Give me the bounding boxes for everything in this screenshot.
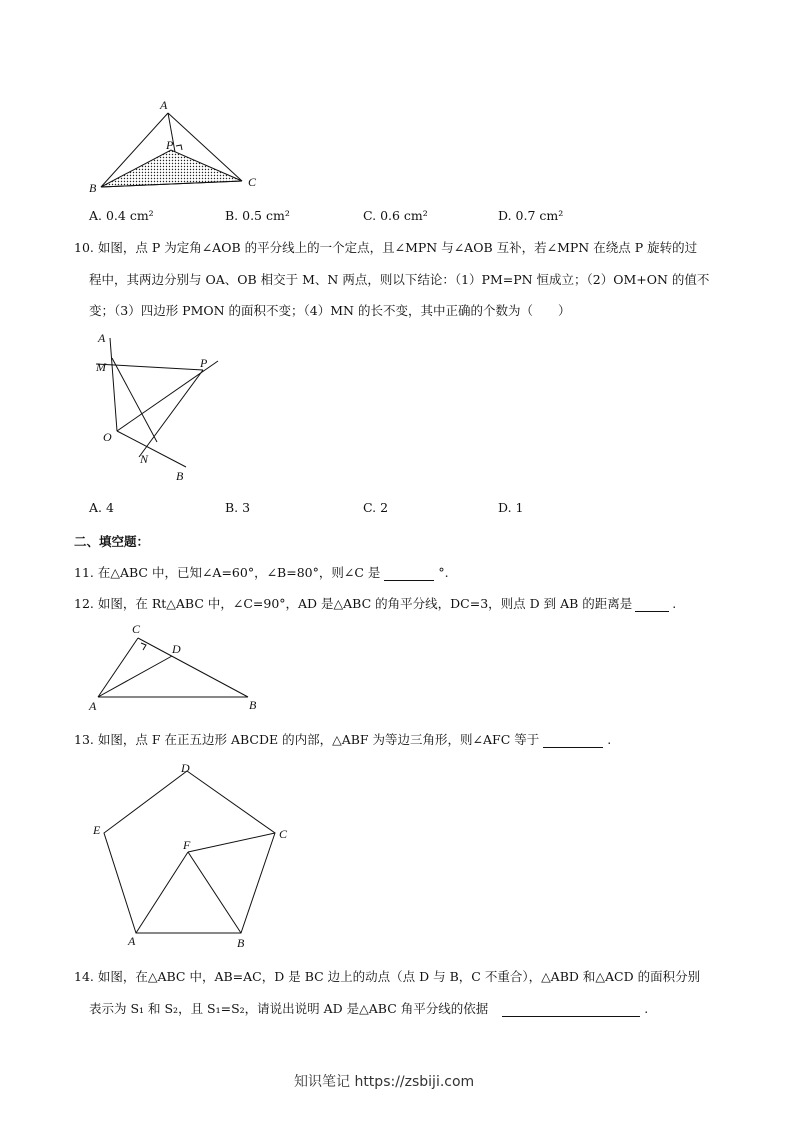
- q14-line-2-row: [89, 999, 648, 1017]
- q13-suffix: .: [607, 732, 612, 747]
- q10-line-2: 程中，其两边分别与 OA、OB 相交于 M、N 两点，则以下结论：（1）PM=PN 恒成立；（2）OM+ON 的值不: [89, 272, 710, 287]
- option-b: B. 3: [225, 500, 251, 515]
- q10-line-3: 变；（3）四边形 PMON 的面积不变；（4）MN 的长不变，其中正确的个数为（ ）: [89, 303, 571, 318]
- label-p: P: [166, 138, 174, 152]
- label-o: O: [103, 430, 112, 444]
- q10-line-1: 10. 如图，点 P 为定角∠AOB 的平分线上的一个定点，且∠MPN 与∠AOB 互补，若∠MPN 在绕点 P 旋转的过: [74, 240, 698, 255]
- option-a: A. 0.4 cm²: [89, 208, 154, 223]
- label-a: A: [98, 331, 106, 345]
- label-a: A: [128, 934, 136, 948]
- q13-text: 13. 如图，点 F 在正五边形 ABCDE 的内部，△ABF 为等边三角形，则∠AFC 等于: [74, 732, 540, 747]
- label-m: M: [96, 360, 106, 374]
- q11-suffix: °.: [438, 565, 449, 580]
- label-b: B: [176, 469, 184, 483]
- section-heading: 二、填空题：: [74, 534, 150, 549]
- option-d: D. 0.7 cm²: [498, 208, 564, 223]
- label-d: D: [181, 761, 190, 775]
- q12-suffix: .: [672, 596, 677, 611]
- label-c: C: [279, 827, 288, 841]
- q14-answer-blank: [502, 1004, 640, 1017]
- q14-line-2: 表示为 S₁ 和 S₂，且 S₁=S₂，请说出说明 AD 是△ABC 角平分线的依据: [89, 1001, 489, 1016]
- label-f: F: [183, 838, 191, 852]
- label-c: C: [132, 622, 141, 636]
- label-e: E: [93, 823, 101, 837]
- label-p: P: [200, 356, 208, 370]
- q11-text: 11. 在△ABC 中，已知∠A=60°，∠B=80°，则∠C 是: [74, 565, 381, 580]
- label-a: A: [160, 98, 168, 112]
- option-b: B. 0.5 cm²: [225, 208, 290, 223]
- label-c: C: [248, 175, 257, 189]
- option-c: C. 0.6 cm²: [363, 208, 428, 223]
- q12-text: 12. 如图，在 Rt△ABC 中，∠C=90°，AD 是△ABC 的角平分线，DC=3，则点 D 到 AB 的距离是: [74, 596, 633, 611]
- option-c: C. 2: [363, 500, 389, 515]
- option-a: A. 4: [89, 500, 114, 515]
- label-b: B: [237, 936, 245, 950]
- label-b: B: [249, 698, 257, 712]
- label-b: B: [89, 181, 97, 195]
- label-a: A: [89, 699, 97, 713]
- label-n: N: [140, 452, 149, 466]
- label-d: D: [172, 642, 181, 656]
- option-d: D. 1: [498, 500, 524, 515]
- q14-line-1: 14. 如图，在△ABC 中，AB=AC，D 是 BC 边上的动点（点 D 与 B，C 不重合），△ABD 和△ACD 的面积分别: [74, 969, 701, 984]
- q14-suffix: .: [644, 1001, 649, 1016]
- page-footer: 知识笔记 https://zsbiji.com: [294, 1074, 475, 1090]
